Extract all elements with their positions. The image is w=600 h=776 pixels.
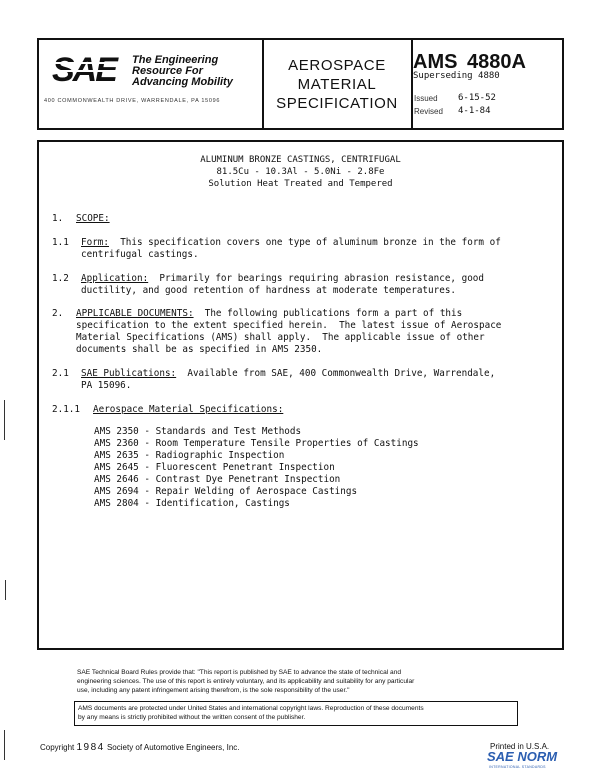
ams-prefix: AMS: [413, 51, 458, 73]
sae-address: 400 COMMONWEALTH DRIVE, WARRENDALE, PA 15096: [44, 98, 221, 104]
tagline-line: Advancing Mobility: [132, 76, 233, 88]
technical-board-rules: [77, 668, 527, 695]
issued-date: 6-15-52: [458, 93, 496, 103]
section-1-2-label: Application:: [81, 273, 149, 284]
spec-type-line: MATERIAL: [297, 76, 377, 93]
list-item: AMS 2645 - Fluorescent Penetrant Inspection: [94, 462, 335, 473]
section-2-1-text: [81, 368, 495, 380]
scan-margin-mark: [4, 400, 5, 440]
section-1-1-line: This specification covers one type of aluminum bronze in the form of: [109, 237, 501, 248]
rules-line: SAE Technical Board Rules provide that: "This report is published by SAE to advance the state of technical and: [77, 669, 402, 676]
list-item: AMS 2804 - Identification, Castings: [94, 498, 290, 509]
section-2-1-label: SAE Publications:: [81, 368, 177, 379]
title-line: 81.5Cu - 10.3Al - 5.0Ni - 2.8Fe: [216, 167, 385, 177]
section-1-1-text: [81, 237, 501, 249]
section-2-1-1-num: 2.1.1: [52, 404, 80, 415]
issued-label: Issued: [414, 94, 438, 103]
sae-logo: [50, 51, 130, 91]
rules-line: use, including any patent infringement arising therefrom, is the sole responsibility of the user.": [77, 687, 350, 694]
superseding-note: Superseding 4880: [413, 71, 500, 81]
notice-line: by any means is strictly prohibited without the written consent of the publisher.: [78, 714, 306, 721]
notice-line: AMS documents are protected under United States and international copyright laws. Reproduction of these documents: [78, 705, 424, 712]
section-2-text: [76, 308, 462, 320]
section-1-2-line: Primarily for bearings requiring abrasion resistance, good: [148, 273, 485, 284]
section-1-1-line: centrifugal castings.: [81, 249, 199, 260]
title-line: Solution Heat Treated and Tempered: [208, 179, 393, 189]
list-item: AMS 2350 - Standards and Test Methods: [94, 426, 302, 437]
section-2-label: APPLICABLE DOCUMENTS:: [76, 308, 194, 319]
copyright-notice: [78, 704, 518, 722]
copyright-prefix: Copyright: [40, 743, 75, 752]
list-item: AMS 2360 - Room Temperature Tensile Properties of Castings: [94, 438, 419, 449]
scan-margin-mark: [4, 730, 5, 760]
section-2-line: Material Specifications (AMS) shall apply. The applicable issue of other: [76, 332, 485, 343]
section-2-1-line: Available from SAE, 400 Commonwealth Drive, Warrendale,: [176, 368, 496, 379]
copyright-org: Society of Automotive Engineers, Inc.: [106, 743, 240, 752]
section-2-1-1-label: Aerospace Material Specifications:: [93, 404, 284, 415]
section-2-line: The following publications form a part of this: [193, 308, 463, 319]
section-1-1-num: 1.1: [52, 237, 69, 248]
section-1-1-label: Form:: [81, 237, 109, 248]
list-item: AMS 2635 - Radiographic Inspection: [94, 450, 285, 461]
watermark-subtitle: INTERNATIONAL STANDARDS: [489, 765, 546, 769]
section-1-2-text: [81, 273, 484, 285]
copyright-line: [40, 742, 239, 753]
list-item: AMS 2646 - Contrast Dye Penetrant Inspection: [94, 474, 341, 485]
rules-line: engineering sciences. The use of this report is entirely voluntary, and its applicability and suitability for any particular: [77, 678, 415, 685]
spec-type-line: AEROSPACE: [288, 57, 386, 74]
section-2-num: 2.: [52, 308, 64, 319]
scan-margin-mark: [5, 580, 6, 600]
sae-tagline: [132, 55, 233, 88]
section-2-1-num: 2.1: [52, 368, 69, 379]
spec-type-line: SPECIFICATION: [276, 95, 398, 112]
sae-norm-watermark: SAE NORM: [487, 749, 558, 764]
section-2-line: documents shall be as specified in AMS 2350.: [76, 344, 323, 355]
section-1-2-num: 1.2: [52, 273, 69, 284]
copyright-year: 1984: [76, 742, 105, 753]
section-2-1-line: PA 15096.: [81, 380, 132, 391]
title-line: ALUMINUM BRONZE CASTINGS, CENTRIFUGAL: [200, 155, 401, 165]
list-item: AMS 2694 - Repair Welding of Aerospace Castings: [94, 486, 358, 497]
ams-reference-list: [94, 426, 419, 510]
tagline-line: The Engineering: [132, 54, 219, 66]
document-title: [37, 154, 564, 190]
section-1-num: 1.: [52, 213, 64, 224]
tagline-line: Resource For: [132, 65, 203, 77]
spec-type-title: [262, 56, 412, 113]
revised-date: 4-1-84: [458, 106, 491, 116]
section-1-title: SCOPE:: [76, 213, 110, 224]
section-2-line: specification to the extent specified herein. The latest issue of Aerospace: [76, 320, 502, 331]
sae-logo-text: SAE: [52, 51, 116, 89]
revised-label: Revised: [414, 107, 443, 116]
section-1-2-line: ductility, and good retention of hardness at moderate temperatures.: [81, 285, 457, 296]
printed-in: Printed in U.S.A.: [490, 742, 550, 751]
content-frame: [37, 140, 564, 650]
ams-value: 4880A: [467, 51, 526, 73]
